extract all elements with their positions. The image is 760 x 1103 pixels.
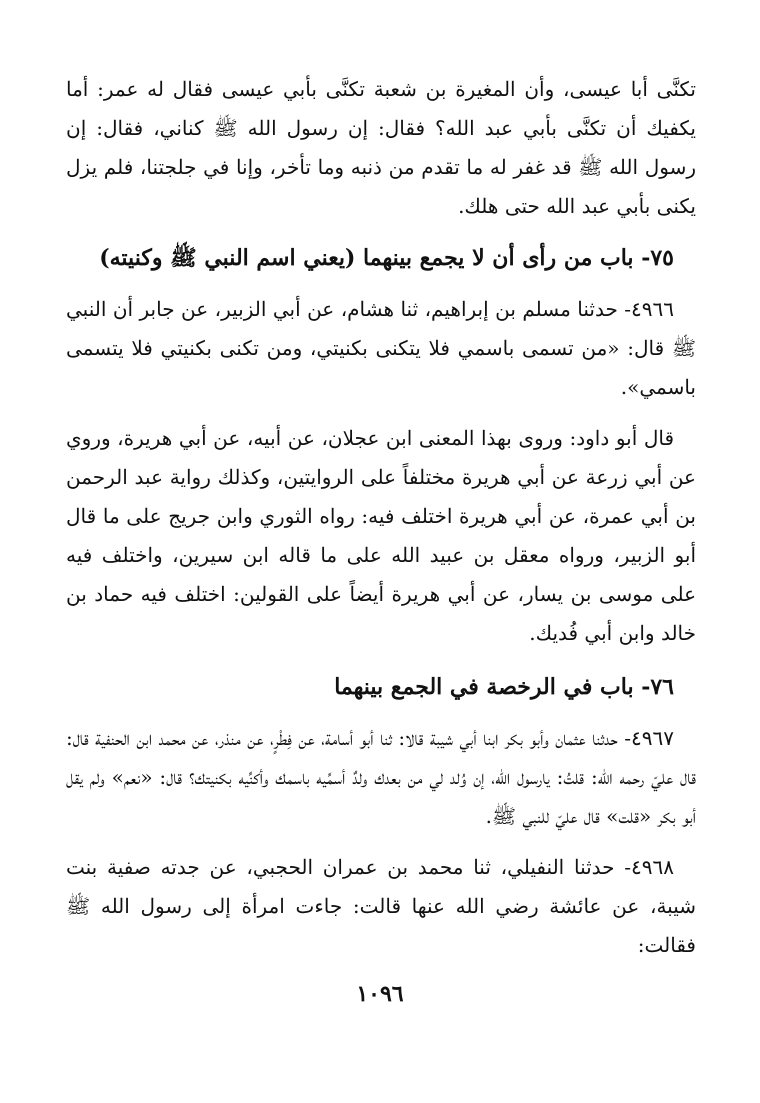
paragraph-intro: تكنَّى أبا عيسى، وأن المغيرة بن شعبة تكنَّى بأبي عيسى فقال له عمر: أما يكفيك أن تكنَّى بأبي عبد الله؟ فقال: إن رسول الله ﷺ كناني، فقال: إن رسول الله ﷺ قد غفر له ما تقدم من ذنبه وما تأخر، وإنا في جلجتنا، فلم يزل يكنى بأبي عبد الله حتى هلك. [66,77,696,218]
page-body [66,70,696,965]
page-number: ١٠٩٦ [356,981,404,1007]
hadith-4968: ٤٩٦٨- حدثنا النفيلي، ثنا محمد بن عمران الحجبي، عن جدته صفية بنت شيبة، عن عائشة رضي الله عنها قالت: جاءت امرأة إلى رسول الله ﷺ فقالت: [66,855,696,957]
abu-dawud-commentary: قال أبو داود: وروى بهذا المعنى ابن عجلان، عن أبيه، عن أبي هريرة، وروي عن أبي زرعة عن أبي هريرة مختلفاً على الروايتين، وكذلك رواية عبد الرحمن بن أبي عمرة، عن أبي هريرة اختلف فيه: رواه الثوري وابن جريج على ما قال أبو الزبير، ورواه معقل بن عبيد الله على ما قاله ابن سيرين، واختلف فيه على موسى بن يسار، عن أبي هريرة أيضاً على القولين: اختلف فيه حماد بن خالد وابن أبي فُديك. [66,426,696,645]
hadith-4966: ٤٩٦٦- حدثنا مسلم بن إبراهيم، ثنا هشام، عن أبي الزبير، عن جابر أن النبي ﷺ قال: «من تسمى باسمي فلا يتكنى بكنيتي، ومن تكنى بكنيتي فلا يتسمى باسمي». [66,297,696,399]
chapter-heading-75: ٧٥- باب من رأى أن لا يجمع بينهما (يعني اسم النبي ﷺ وكنيته) [99,245,674,271]
hadith-4967: ٤٩٦٧- حدثنا عثمان وأبو بكر ابنا أبي شيبة قالا: ثنا أبو أسامة، عن فِطْرٍ، عن منذر، عن محمد ابن الحنفية قال: قال عليّ رحمه الله: قلتُ: يارسول الله، إن وُلد لي من بعدك ولدٌ أسمِّيه باسمك وأكنِّيه بكنيتك؟ قال: «نعم» ولم يقل أبو بكر «قلت» قال عليّ للنبي ﷺ. [66,726,696,828]
chapter-heading-76: ٧٦- باب في الرخصة في الجمع بينهما [334,674,674,700]
